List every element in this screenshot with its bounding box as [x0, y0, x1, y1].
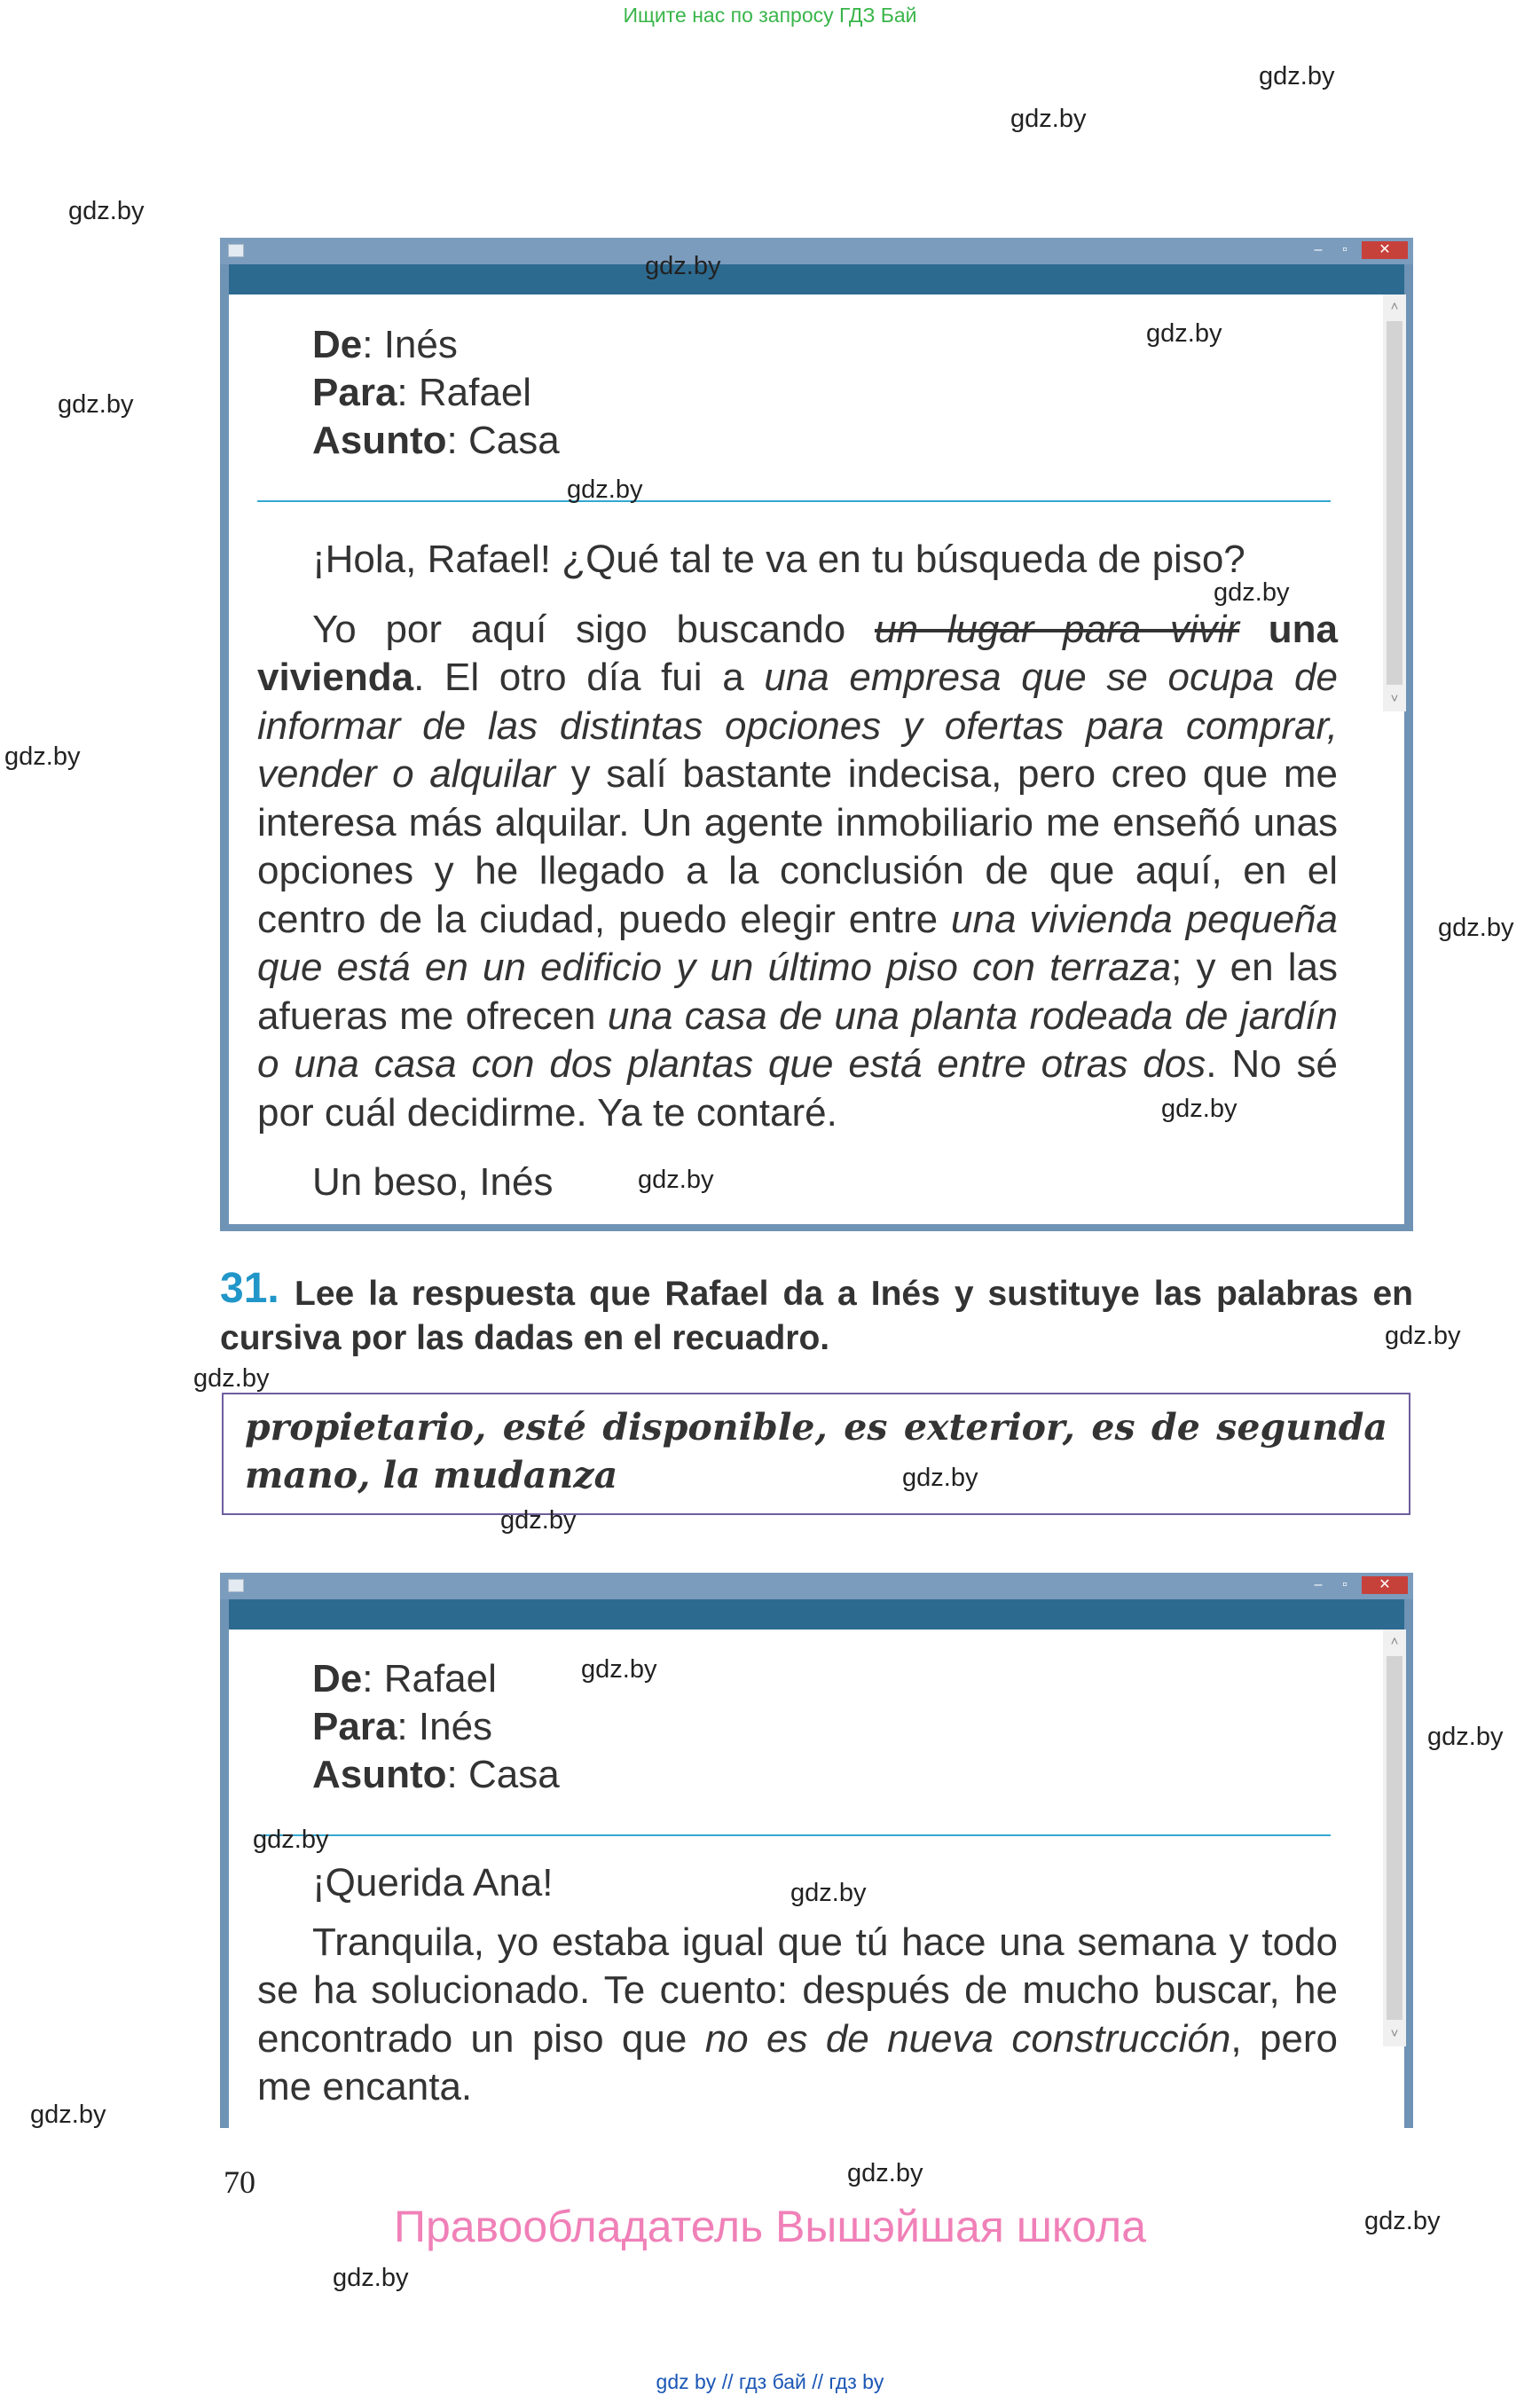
watermark: gdz.by — [68, 197, 145, 225]
watermark: gdz.by — [1161, 1095, 1238, 1123]
email1-greeting: ¡Hola, Rafael! ¿Qué tal te va en tu búsqueda de piso? — [312, 538, 1245, 581]
window-titlebar — [220, 1573, 1413, 1599]
maximize-icon[interactable]: ▫ — [1334, 1576, 1355, 1594]
email2-paragraph: Tranquila, yo estaba igual que tú hace una semana y todo se ha solucionado. Te cuento: después de mucho buscar, he encontrado un piso que no es de nueva construcción, pero me encanta. — [257, 1920, 1339, 2109]
exercise-instruction: Lee la respuesta que Rafael da a Inés y sustituye las palabras en cursiva por las dadas en el recuadro. — [220, 1275, 1413, 1357]
watermark: gdz.by — [58, 390, 134, 419]
watermark: gdz.by — [1438, 914, 1514, 942]
scroll-up-icon[interactable]: ˄ — [1390, 299, 1399, 314]
window-toolbar-band — [229, 264, 1404, 294]
watermark: gdz.by — [847, 2159, 923, 2187]
exercise-number: 31. — [220, 1265, 279, 1312]
email1-divider — [257, 500, 1331, 502]
watermark: gdz.by — [567, 475, 643, 504]
watermark: gdz.by — [1427, 1723, 1504, 1751]
scroll-thumb[interactable] — [1387, 1656, 1402, 2020]
email2-from: De: Rafael — [312, 1657, 497, 1700]
watermark: gdz.by — [1385, 1322, 1461, 1350]
email2-divider — [257, 1834, 1331, 1836]
watermark: gdz.by — [1364, 2207, 1441, 2235]
scroll-thumb[interactable] — [1387, 321, 1402, 685]
email1-from: De: Inés — [312, 323, 458, 366]
scrollbar[interactable] — [1383, 1629, 1406, 2046]
watermark: gdz.by — [638, 1166, 714, 1194]
email2-subject: Asunto: Casa — [312, 1753, 560, 1796]
minimize-icon[interactable]: – — [1308, 241, 1329, 259]
email1-subject: Asunto: Casa — [312, 419, 560, 462]
email2-to: Para: Inés — [312, 1705, 493, 1748]
word-list: propietario, esté disponible, es exterior, es de segunda mano, la mudanza — [245, 1406, 1387, 1496]
crossed-phrase: un lugar para vivir — [874, 607, 1240, 651]
watermark: gdz.by — [1259, 62, 1335, 90]
watermark: gdz.by — [902, 1464, 978, 1492]
close-icon[interactable]: ✕ — [1362, 241, 1408, 259]
watermark: gdz.by — [30, 2101, 106, 2129]
page-number: 70 — [224, 2164, 255, 2200]
watermark: gdz.by — [1146, 319, 1222, 348]
watermark: gdz.by — [4, 742, 81, 771]
email2-greeting: ¡Querida Ana! — [312, 1861, 554, 1904]
word-box — [222, 1393, 1410, 1515]
email1-to: Para: Rafael — [312, 371, 532, 414]
footer-links[interactable]: gdz by // гдз бай // гдз by — [656, 2370, 884, 2393]
scrollbar[interactable] — [1383, 294, 1406, 711]
watermark: gdz.by — [1214, 578, 1290, 607]
scroll-down-icon[interactable]: ˅ — [1390, 691, 1399, 706]
close-icon[interactable]: ✕ — [1362, 1576, 1408, 1594]
watermark: gdz.by — [500, 1506, 577, 1535]
scroll-down-icon[interactable]: ˅ — [1390, 2026, 1399, 2041]
watermark: gdz.by — [645, 252, 721, 280]
copyright-notice: Правообладатель Вышэйшая школа — [394, 2202, 1146, 2251]
app-icon — [228, 1579, 244, 1592]
watermark: gdz.by — [253, 1826, 329, 1854]
window-titlebar — [220, 238, 1413, 264]
email1-closing: Un beso, Inés — [312, 1160, 554, 1204]
window-toolbar-band — [229, 1599, 1404, 1629]
watermark: gdz.by — [790, 1879, 867, 1907]
maximize-icon[interactable]: ▫ — [1334, 241, 1355, 259]
watermark: gdz.by — [1010, 105, 1087, 133]
watermark: gdz.by — [193, 1364, 270, 1393]
email1-paragraph: Yo por aquí sigo buscando un lugar para vivir una vivienda. El otro día fui a una empresa que se ocupa de informar de las distintas opciones y ofertas para comprar, vender o alquilar y salí bastante indecisa, pero creo que me interesa más alquilar. Un agente inmobiliario me enseñó unas opciones y he llegado a la conclusión de que aquí, en el centro de la ciudad, puedo elegir entre una vivienda pequeña que está en un edificio y un último piso con terraza; y en las afueras me ofrecen una casa de una planta rodeada de jardín o una casa con dos plantas que está entre otras dos. No sé por cuál decidirme. Ya te contaré. — [257, 607, 1338, 1135]
scroll-up-icon[interactable]: ˄ — [1390, 1634, 1399, 1649]
watermark: gdz.by — [333, 2264, 409, 2292]
top-search-link[interactable]: Ищите нас по запросу ГДЗ Бай — [623, 4, 917, 27]
watermark: gdz.by — [581, 1655, 657, 1684]
minimize-icon[interactable]: – — [1308, 1576, 1329, 1594]
app-icon — [228, 244, 244, 257]
